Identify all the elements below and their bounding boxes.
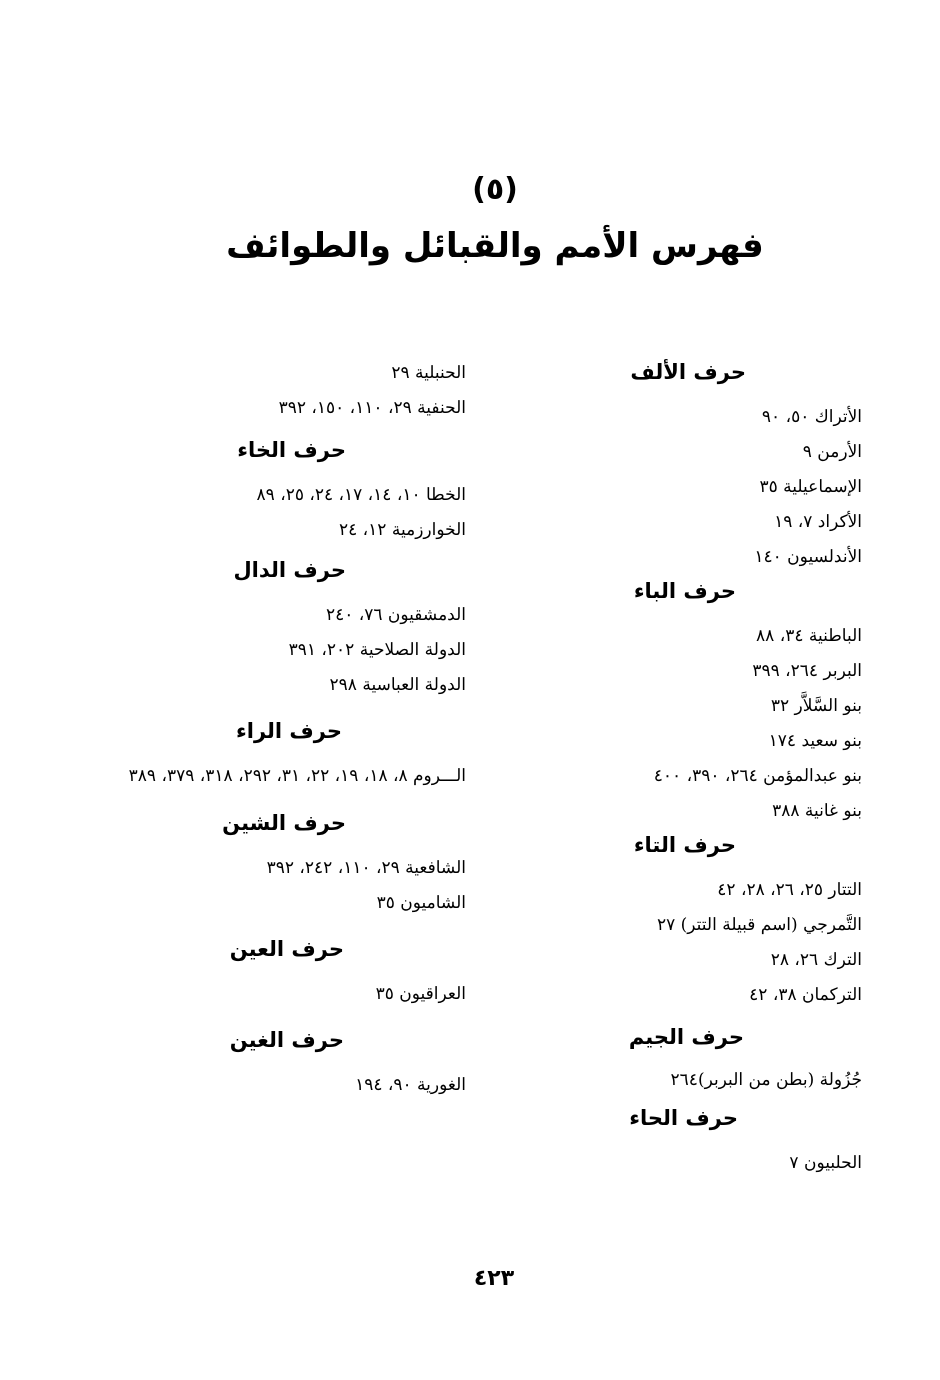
index-entry: الإسماعيلية ٣٥	[759, 477, 862, 497]
index-column-left	[96, 356, 466, 1103]
index-entry: جُزُولة (بطن من البربر)٢٦٤	[670, 1070, 862, 1090]
index-entry: الحلبيون ٧	[789, 1153, 862, 1173]
index-entry: بنو غانية ٣٨٨	[772, 801, 862, 821]
index-entry: الخطا ١٠، ١٤، ١٧، ٢٤، ٢٥، ٨٩	[256, 485, 466, 505]
section-ta	[562, 831, 862, 1013]
index-entry: الدولة العباسية ٢٩٨	[329, 675, 466, 695]
index-entry: الـــروم ٨، ١٨، ١٩، ٢٢، ٣١، ٢٩٢، ٣١٨، ٣٧٩، ٣٨٩	[128, 766, 466, 786]
index-entry: بنو عبدالمؤمن ٢٦٤، ٣٩٠، ٤٠٠	[653, 766, 862, 786]
index-entry: الخوارزمية ١٢، ٢٤	[339, 520, 466, 540]
page-number: ٤٢٣	[473, 1266, 515, 1291]
index-entry: الأندلسيون ١٤٠	[754, 547, 862, 567]
section-ba	[562, 577, 862, 829]
index-entry: التتار ٢٥، ٢٦، ٢٨، ٤٢	[717, 880, 862, 900]
section-ayn	[96, 935, 466, 1012]
index-entry: الأرمن ٩	[802, 442, 862, 462]
section-shin	[96, 809, 466, 921]
section-jim	[562, 1023, 862, 1098]
section-heading-ta: حرف التاء	[633, 833, 736, 857]
index-entry: بنو السَّلاَّر ٣٢	[770, 696, 862, 716]
index-entry: الدولة الصلاحية ٢٠٢، ٣٩١	[288, 640, 466, 660]
section-heading-dal: حرف الدال	[233, 558, 346, 582]
index-entry: الأتراك ٥٠، ٩٠	[761, 407, 862, 427]
section-heading-jim: حرف الجيم	[628, 1025, 744, 1049]
section-heading-ba: حرف الباء	[633, 579, 736, 603]
index-entry: التَّمرجي (اسم قبيلة التتر) ٢٧	[656, 915, 862, 935]
section-dal	[96, 556, 466, 703]
index-entry: الحنفية ٢٩، ١١٠، ١٥٠، ٣٩٢	[278, 398, 466, 418]
section-heading-ha: حرف الحاء	[629, 1106, 738, 1130]
index-entry: الغورية ٩٠، ١٩٤	[355, 1075, 466, 1095]
index-entry: الترك ٢٦، ٢٨	[770, 950, 862, 970]
index-entry: الدمشقيون ٧٦، ٢٤٠	[325, 605, 466, 625]
index-entry: الحنبلية ٢٩	[391, 363, 466, 383]
section-ra	[96, 717, 466, 793]
index-entry: الشاميون ٣٥	[376, 893, 466, 913]
section-heading-ayn: حرف العين	[229, 937, 344, 961]
index-entry: العراقيون ٣٥	[375, 984, 466, 1004]
index-entry: الأكراد ٧، ١٩	[774, 512, 862, 532]
section-number: (٥)	[472, 172, 518, 207]
index-title: فهرس الأمم والقبائل والطوائف	[226, 226, 764, 266]
section-heading-ra: حرف الراء	[236, 719, 342, 743]
section-ha	[562, 1104, 862, 1181]
index-entry: التركمان ٣٨، ٤٢	[749, 985, 862, 1005]
index-entry: بنو سعيد ١٧٤	[768, 731, 862, 751]
section-heading-shin: حرف الشين	[222, 811, 346, 835]
section-heading-kha: حرف الخاء	[237, 438, 346, 462]
section-kha	[96, 436, 466, 548]
index-entry: الشافعية ٢٩، ١١٠، ٢٤٢، ٣٩٢	[266, 858, 466, 878]
section-heading-alef: حرف الألف	[630, 360, 746, 384]
section-alef	[562, 358, 862, 575]
section-ha-continued	[96, 356, 466, 426]
section-ghayn	[96, 1026, 466, 1103]
section-heading-ghayn: حرف الغين	[229, 1028, 344, 1052]
index-column-right	[562, 358, 862, 1181]
index-entry: الباطنية ٣٤، ٨٨	[756, 626, 862, 646]
index-entry: البربر ٢٦٤، ٣٩٩	[752, 661, 862, 681]
